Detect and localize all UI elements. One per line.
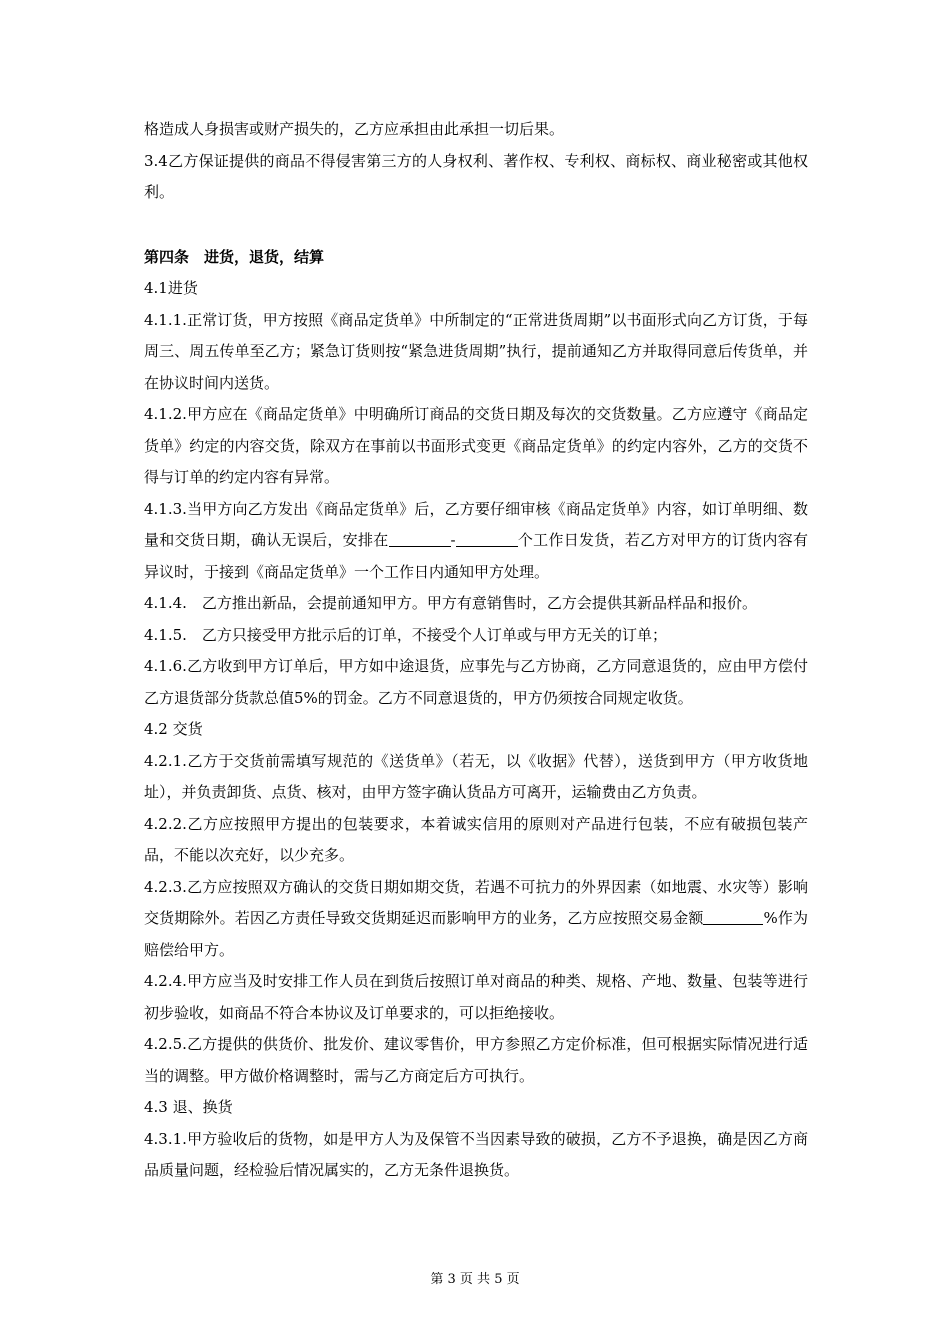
paragraph: 4.2.4.甲方应当及时安排工作人员在到货后按照订单对商品的种类、规格、产地、数量、包装等进行初步验收，如商品不符合本协议及订单要求的，可以拒绝接收。	[144, 972, 808, 1022]
paragraph: 格造成人身损害或财产损失的，乙方应承担由此承担一切后果。	[144, 120, 565, 138]
subsection-heading: 4.2 交货	[144, 720, 203, 738]
paragraph: 4.1.4. 乙方推出新品，会提前通知甲方。甲方有意销售时，乙方会提供其新品样品和报价。	[144, 594, 757, 612]
paragraph: 4.2.1.乙方于交货前需填写规范的《送货单》（若无，以《收据》代替），送货到甲方（甲方收货地址），并负责卸货、点货、核对，由甲方签字确认货品方可离开，运输费由乙方负责。	[144, 751, 808, 801]
paragraph	[144, 494, 808, 589]
paragraph: 4.2.5.乙方提供的供货价、批发价、建议零售价，甲方参照乙方定价标准，但可根据实际情况进行适当的调整。甲方做价格调整时，需与乙方商定后方可执行。	[144, 1035, 808, 1085]
paragraph: 4.3.1.甲方验收后的货物，如是甲方人为及保管不当因素导致的破损，乙方不予退换，确是因乙方商品质量问题，经检验后情况属实的，乙方无条件退换货。	[144, 1129, 808, 1179]
paragraph: 4.1.1.正常订货，甲方按照《商品定货单》中所制定的“正常进货周期”以书面形式向乙方订货，于每周三、周五传单至乙方；紧急订货则按“紧急进货周期”执行，提前通知乙方并取得同意后传货单，并在协议时间内送货。	[144, 310, 808, 392]
section-heading: 第四条 进货，退货，结算	[144, 247, 325, 266]
paragraph: 3.4乙方保证提供的商品不得侵害第三方的人身权利、著作权、专利权、商标权、商业秘密或其他权利。	[144, 151, 808, 201]
text: %作为赔偿给甲方。	[144, 909, 808, 959]
fill-blank[interactable]	[456, 530, 518, 547]
text: -	[450, 531, 456, 549]
text: 4.1.3.当甲方向乙方发出《商品定货单》后，乙方要仔细审核《商品定货单》内容，如订单明细、数量和交货日期，确认无误后，安排在	[144, 499, 808, 549]
paragraph: 4.1.2.甲方应在《商品定货单》中明确所订商品的交货日期及每次的交货数量。乙方应遵守《商品定货单》约定的内容交货，除双方在事前以书面形式变更《商品定货单》的约定内容外，乙方的交货不得与订单的约定内容有异常。	[144, 405, 808, 486]
paragraph: 4.1.6.乙方收到甲方订单后，甲方如中途退货，应事先与乙方协商，乙方同意退货的，应由甲方偿付乙方退货部分货款总值5%的罚金。乙方不同意退货的，甲方仍须按合同规定收货。	[144, 657, 808, 707]
text: 个工作日发货，若乙方对甲方的订货内容有异议时，于接到《商品定货单》一个工作日内通知甲方处理。	[144, 531, 808, 581]
paragraph: 4.2.2.乙方应按照甲方提出的包装要求，本着诚实信用的原则对产品进行包装，不应有破损包装产品，不能以次充好，以少充多。	[144, 814, 808, 864]
document-body	[144, 114, 808, 1187]
paragraph	[144, 872, 808, 967]
subsection-heading: 4.3 退、换货	[144, 1098, 233, 1116]
subsection-heading: 4.1进货	[144, 279, 198, 297]
text: 4.2.3.乙方应按照双方确认的交货日期如期交货，若遇不可抗力的外界因素（如地震、水灾等）影响交货期除外。若因乙方责任导致交货期延迟而影响甲方的业务，乙方应按照交易金额	[144, 877, 808, 927]
fill-blank[interactable]	[389, 530, 451, 547]
paragraph: 4.1.5. 乙方只接受甲方批示后的订单，不接受个人订单或与甲方无关的订单；	[144, 625, 667, 644]
page-number: 第 3 页 共 5 页	[430, 1272, 520, 1287]
fill-blank[interactable]	[703, 908, 763, 925]
